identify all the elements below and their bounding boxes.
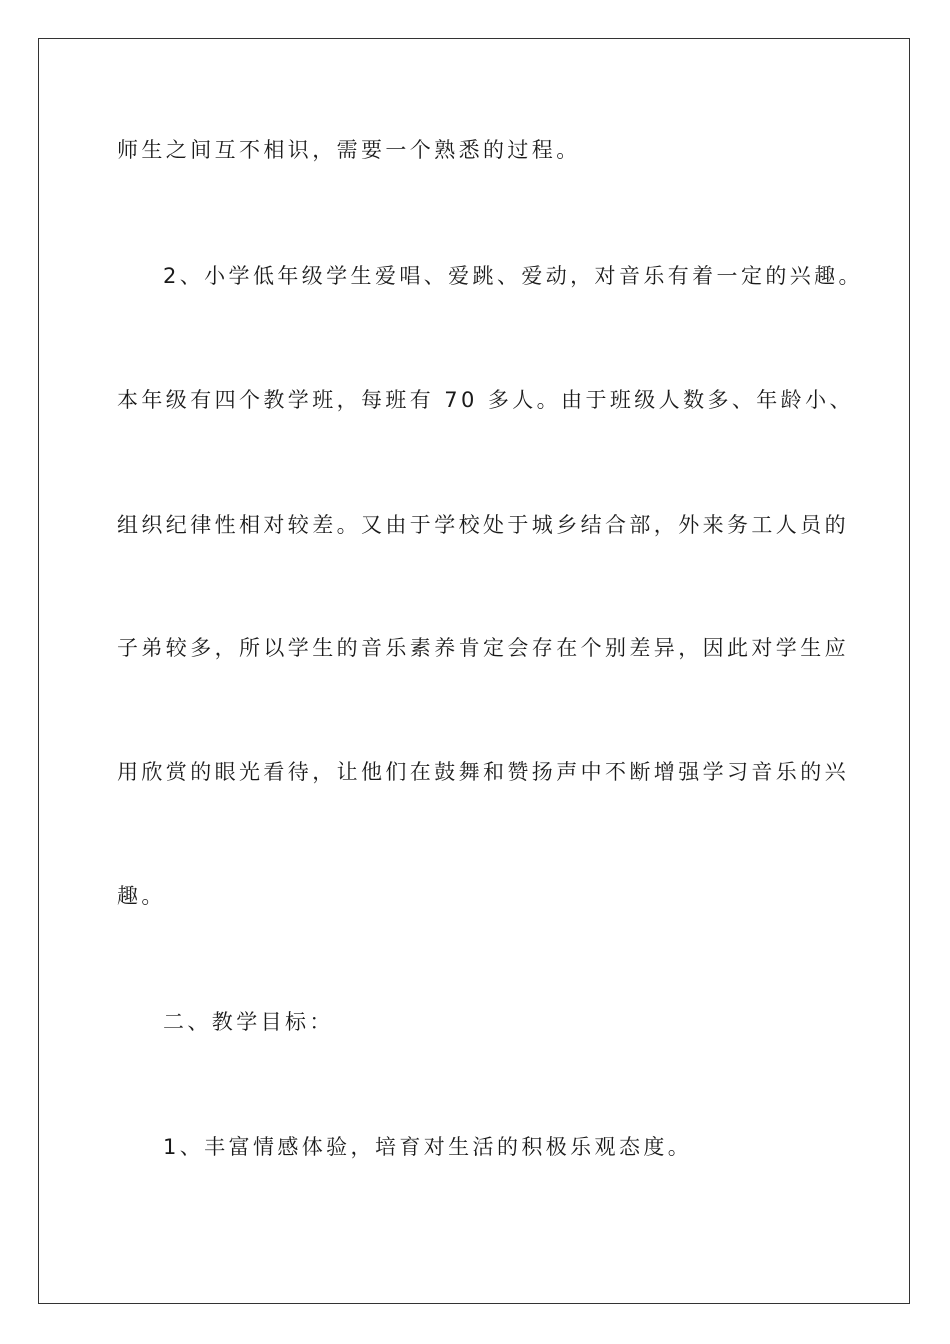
paragraph-line-1: 师生之间互不相识，需要一个熟悉的过程。 xyxy=(117,138,581,162)
paragraph-line-2: 2、小学低年级学生爱唱、爱跳、爱动，对音乐有着一定的兴趣。 xyxy=(163,264,863,288)
paragraph-line-7: 趣。 xyxy=(117,884,166,908)
page-border xyxy=(38,38,910,1304)
paragraph-line-5: 子弟较多，所以学生的音乐素养肯定会存在个别差异，因此对学生应 xyxy=(117,636,849,660)
paragraph-line-3: 本年级有四个教学班，每班有 70 多人。由于班级人数多、年龄小、 xyxy=(117,388,854,412)
paragraph-line-6: 用欣赏的眼光看待，让他们在鼓舞和赞扬声中不断增强学习音乐的兴 xyxy=(117,760,849,784)
section-heading: 二、教学目标： xyxy=(163,1010,334,1034)
goal-item-1: 1、丰富情感体验，培育对生活的积极乐观态度。 xyxy=(163,1135,693,1159)
paragraph-line-4: 组织纪律性相对较差。又由于学校处于城乡结合部，外来务工人员的 xyxy=(117,513,849,537)
